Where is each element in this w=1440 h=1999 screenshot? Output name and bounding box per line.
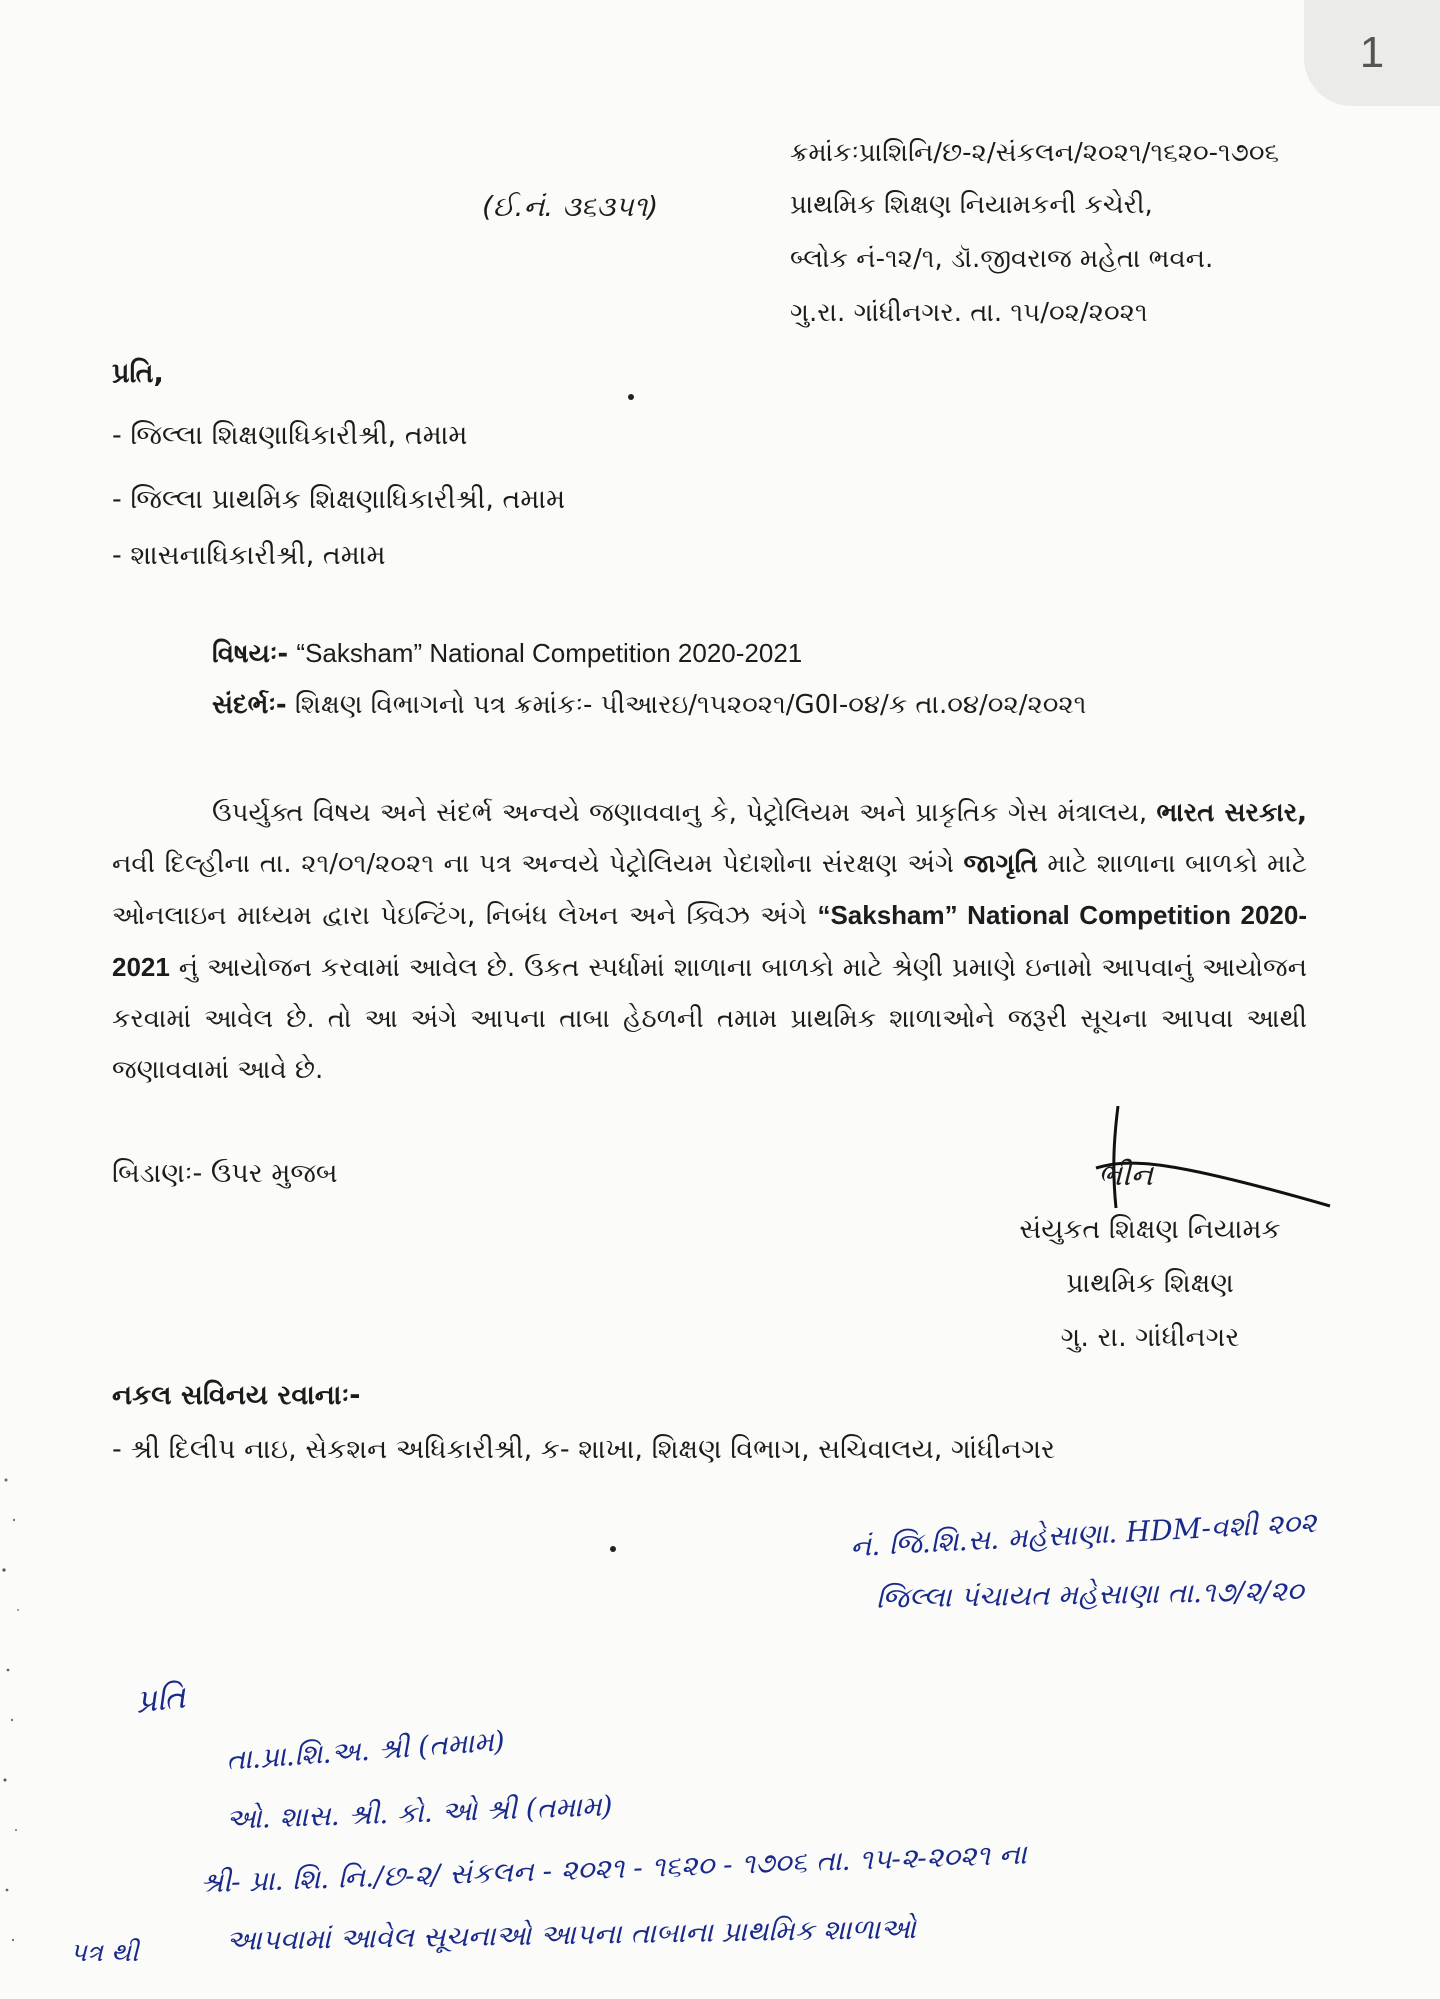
salutation-prati: પ્રતિ,: [112, 358, 164, 389]
handwritten-line-1: તા.પ્રા.શિ.અ. શ્રી (તમામ): [225, 1724, 506, 1777]
scan-edge-specks: [0, 1460, 28, 1960]
signatory-department: પ્રાથમિક શિક્ષણ: [1066, 1268, 1234, 1299]
handwritten-endorsement-line-2: જિલ્લા પંચાયત મહેસાણા તા.૧૭/૨/૨૦: [875, 1574, 1304, 1615]
handwritten-line-5: આપવામાં આવેલ સૂચનાઓ આપના તાબાના પ્રાથમિક શાળાઓ: [225, 1911, 917, 1958]
body-part-6: “Saksham” National Competition 2020-2021: [112, 900, 1308, 982]
reference-line: [212, 690, 1086, 721]
handwritten-line-3: શ્રી- પ્રા. શિ. નિ./છ-૨/ સંકલન - ૨૦૨૧ - ૧૬૨૦ - ૧૭૦૬ તા. ૧૫-૨-૨૦૨૧ ના: [199, 1837, 1028, 1900]
signature-mark: ભીન: [1098, 1158, 1153, 1193]
recipient-1: - જિલ્લા શિક્ષણાધિકારીશ્રી, તમામ: [112, 420, 468, 451]
office-name: પ્રાથમિક શિક્ષણ નિયામકની કચેરી,: [790, 190, 1153, 220]
handwritten-line-2: ઓ. શાસ. શ્રી. કો. ઓ શ્રી (તમામ): [225, 1789, 614, 1836]
body-part-2: ભારત સરકાર,: [1156, 798, 1308, 828]
subject-line: [212, 638, 802, 670]
speck: [610, 1546, 616, 1552]
speck: [628, 394, 634, 400]
reference-text: શિક્ષણ વિભાગનો પત્ર ક્રમાંકઃ- પીઆરઇ/૧૫૨૦૨૧/G0I-૦૪/ક તા.૦૪/૦૨/૨૦૨૧: [294, 690, 1087, 720]
recipient-2: - જિલ્લા પ્રાથમિક શિક્ષણાધિકારીશ્રી, તમામ: [112, 484, 566, 515]
copy-heading: નકલ સવિનય રવાનાઃ-: [112, 1380, 361, 1411]
reference-label: સંદર્ભઃ-: [212, 690, 287, 720]
copy-recipient: - શ્રી દિલીપ નાઇ, સેકશન અધિકારીશ્રી, ક- શાખા, શિક્ષણ વિભાગ, સચિવાલય, ગાંધીનગર: [112, 1434, 1055, 1465]
subject-text: “Saksham” National Competition 2020-2021: [296, 638, 803, 668]
body-part-7: નું આયોજન કરવામાં આવેલ છે. ઉકત સ્પર્ધામાં શાળાના બાળકો માટે શ્રેણી પ્રમાણે ઇનામો આપવાનું આયોજન કરવામાં આવેલ છે. તો આ અંગે આપના તાબા હેઠળની તમામ પ્રાથમિક શાળાઓને જરૂરી સૂચના આપવા આથી જણાવવામાં આવે છે.: [112, 953, 1307, 1085]
inward-number: (ઈ.નં. ૩૬૩૫૧): [482, 190, 659, 223]
body-paragraph: [112, 788, 1307, 1096]
subject-label: વિષયઃ-: [212, 639, 289, 669]
handwritten-line-4: પત્ર થી: [70, 1938, 139, 1968]
letter-number: ક્રમાંકઃપ્રાશિનિ/છ-૨/સંકલન/૨૦૨૧/૧૬૨૦-૧૭૦૬: [790, 138, 1280, 168]
office-address: બ્લોક નં-૧૨/૧, ડૉ.જીવરાજ મહેતા ભવન.: [790, 244, 1214, 274]
handwritten-endorsement-line-1: નં. જિ.શિ.સ. મહેસાણા. HDM-વશી ૨૦૨: [849, 1505, 1318, 1564]
city-date: ગુ.રા. ગાંધીનગર. તા. ૧૫/૦૨/૨૦૨૧: [790, 298, 1148, 328]
body-part-1: ઉપર્યુક્ત વિષય અને સંદર્ભ અન્વયે જણાવવાનુ કે, પેટ્રોલિયમ અને પ્રાકૃતિક ગેસ મંત્રાલય,: [212, 798, 1148, 828]
signatory-place: ગુ. રા. ગાંધીનગર: [1060, 1322, 1240, 1353]
handwritten-prati: પ્રતિ: [134, 1677, 188, 1721]
body-part-5: માટે શાળાના બાળકો માટે ઓનલાઇન માધ્યમ દ્વારા પેઇન્ટિંગ, નિબંધ લેખન અને ક્વિઝ અંગે: [112, 849, 1308, 931]
enclosure: બિડાણઃ- ઉપર મુજબ: [112, 1158, 338, 1189]
signatory-designation: સંયુકત શિક્ષણ નિયામક: [1019, 1214, 1281, 1245]
page-number-badge: 1: [1304, 0, 1440, 106]
body-part-3: નવી દિલ્હીના તા. ૨૧/૦૧/૨૦૨૧ ના પત્ર અન્વયે પેટ્રોલિયમ પેદાશોના સંરક્ષણ અંગે: [112, 849, 954, 879]
body-part-4: જાગૃતિ: [963, 849, 1038, 879]
recipient-3: - શાસનાધિકારીશ્રી, તમામ: [112, 540, 386, 571]
